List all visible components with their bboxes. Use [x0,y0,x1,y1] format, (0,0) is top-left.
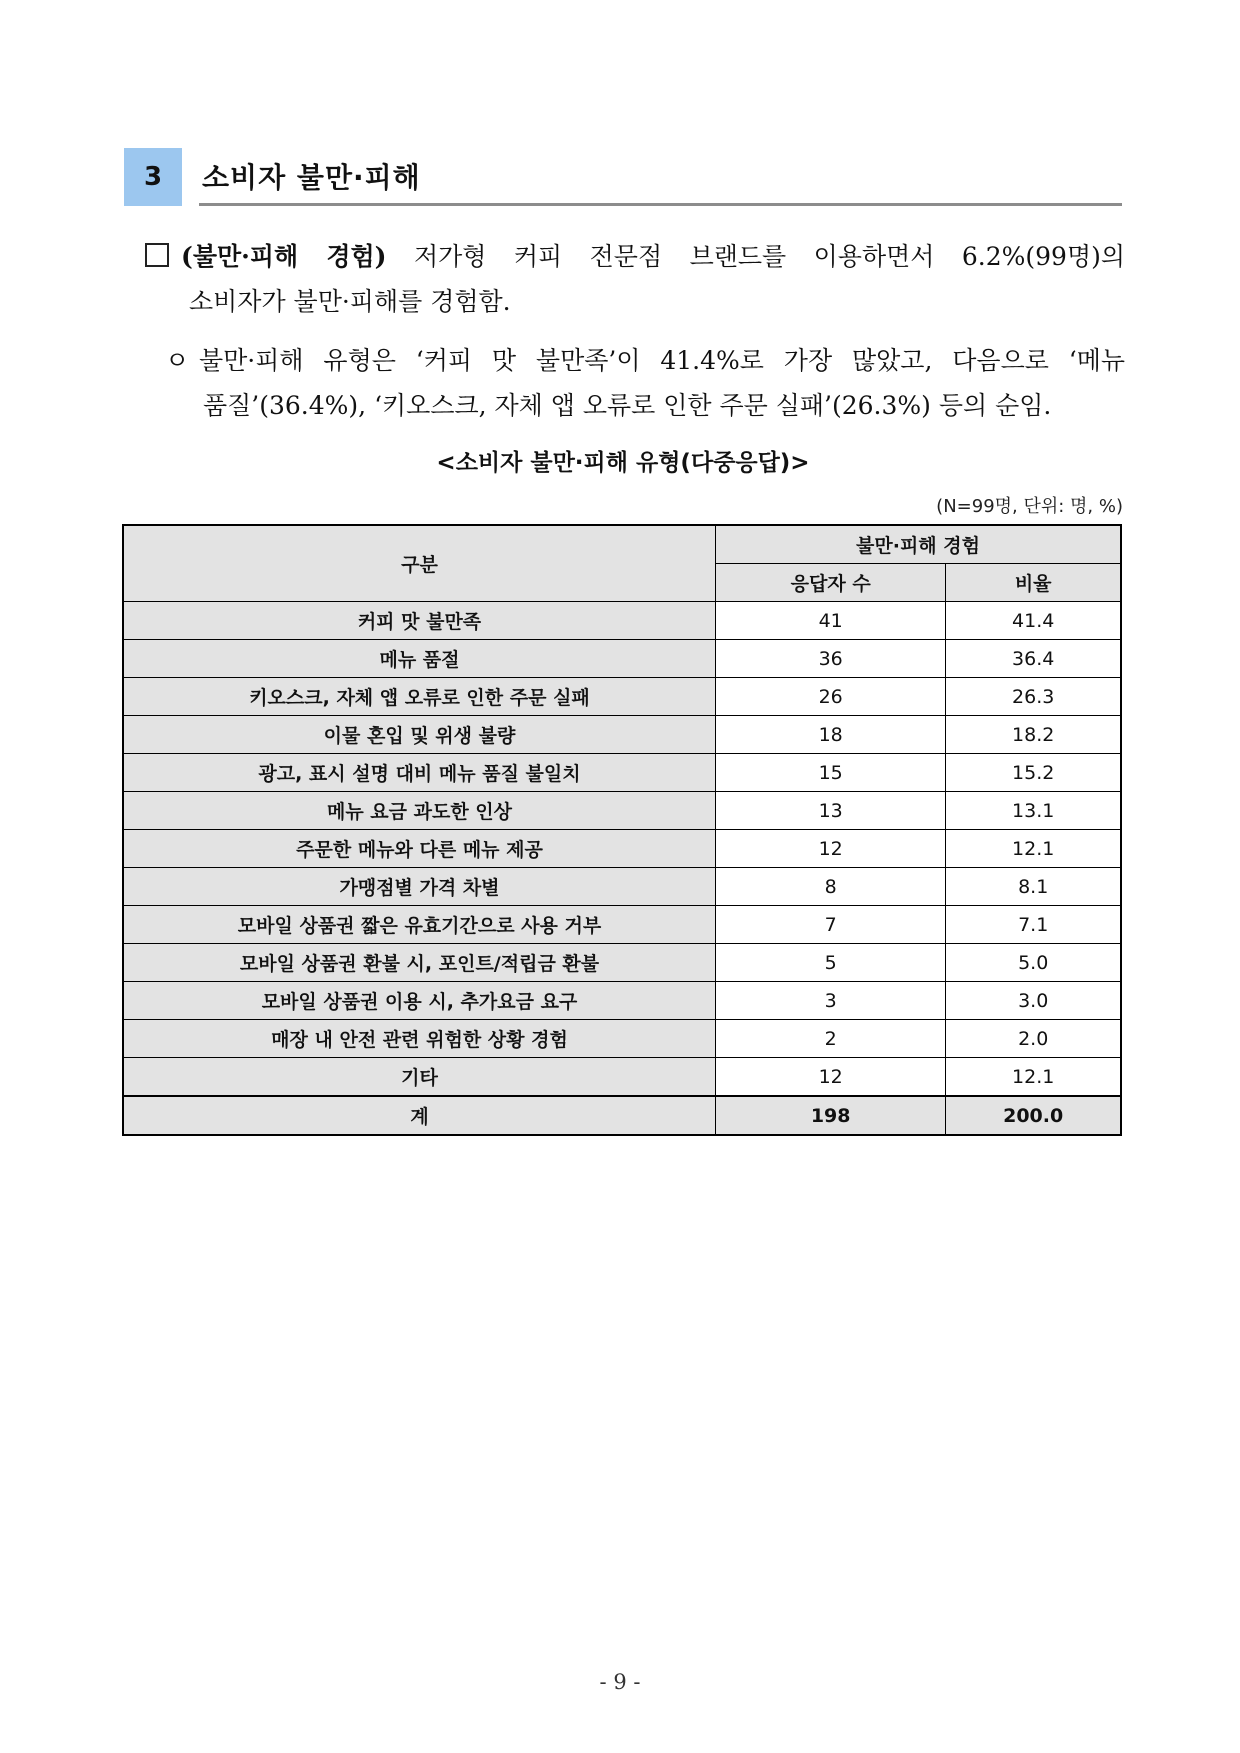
section-number-badge: 3 [124,148,182,206]
row-ratio: 12.1 [946,1058,1121,1097]
row-count: 12 [716,1058,946,1097]
total-count: 198 [716,1096,946,1135]
paragraph-types [165,338,1125,428]
paragraph-experience [145,234,1125,324]
table-body [123,602,1121,1136]
table-row [123,716,1121,754]
row-ratio: 36.4 [946,640,1121,678]
row-ratio: 3.0 [946,982,1121,1020]
section-title: 소비자 불만·피해 [202,161,421,194]
table-row [123,944,1121,982]
row-category: 커피 맛 불만족 [123,602,716,640]
row-count: 18 [716,716,946,754]
header-group: 불만·피해 경험 [716,525,1122,564]
row-count: 8 [716,868,946,906]
row-category: 모바일 상품권 환불 시, 포인트/적립금 환불 [123,944,716,982]
paragraph-lead: (불만·피해 경험) [181,242,387,271]
table-row [123,982,1121,1020]
header-count: 응답자 수 [716,564,946,602]
row-category: 주문한 메뉴와 다른 메뉴 제공 [123,830,716,868]
row-category: 광고, 표시 설명 대비 메뉴 품질 불일치 [123,754,716,792]
row-count: 41 [716,602,946,640]
row-ratio: 5.0 [946,944,1121,982]
header-category: 구분 [123,525,716,602]
row-category: 모바일 상품권 이용 시, 추가요금 요구 [123,982,716,1020]
row-count: 5 [716,944,946,982]
row-ratio: 7.1 [946,906,1121,944]
row-ratio: 18.2 [946,716,1121,754]
row-category: 모바일 상품권 짧은 유효기간으로 사용 거부 [123,906,716,944]
paragraph-text: 불만·피해 유형은 ‘커피 맛 불만족’이 41.4%로 가장 많았고, 다음으로 ‘메뉴 [199,346,1125,375]
table-row [123,868,1121,906]
table-row [123,830,1121,868]
total-label: 계 [123,1096,716,1135]
row-ratio: 26.3 [946,678,1121,716]
row-category: 메뉴 요금 과도한 인상 [123,792,716,830]
paragraph-text: 저가형 커피 전문점 브랜드를 이용하면서 6.2%(99명)의 [386,242,1125,271]
table-total-row [123,1096,1121,1135]
row-count: 12 [716,830,946,868]
paragraph-line [145,234,1125,279]
row-count: 7 [716,906,946,944]
table-unit-note: (N=99명, 단위: 명, %) [936,496,1123,517]
row-category: 가맹점별 가격 차별 [123,868,716,906]
table-row [123,1020,1121,1058]
page-number: - 9 - [599,1670,641,1694]
square-bullet-icon [145,243,169,267]
table-caption: <소비자 불만·피해 유형(다중응답)> [436,450,810,476]
row-category: 키오스크, 자체 앱 오류로 인한 주문 실패 [123,678,716,716]
row-ratio: 15.2 [946,754,1121,792]
complaint-types-table [122,524,1122,1136]
table-row [123,640,1121,678]
row-category: 기타 [123,1058,716,1097]
section-header [124,148,1122,206]
table-row [123,1058,1121,1097]
table-row [123,602,1121,640]
row-category: 메뉴 품절 [123,640,716,678]
table-row [123,906,1121,944]
row-count: 15 [716,754,946,792]
table-row [123,678,1121,716]
row-ratio: 12.1 [946,830,1121,868]
row-count: 13 [716,792,946,830]
table-row [123,792,1121,830]
paragraph-line [165,338,1125,383]
row-count: 3 [716,982,946,1020]
row-category: 매장 내 안전 관련 위험한 상황 경험 [123,1020,716,1058]
section-divider [199,203,1122,206]
row-category: 이물 혼입 및 위생 불량 [123,716,716,754]
header-ratio: 비율 [946,564,1121,602]
paragraph-text: 품질’(36.4%), ‘키오스크, 자체 앱 오류로 인한 주문 실패’(26.3%) 등의 순임. [203,391,1052,420]
total-ratio: 200.0 [946,1096,1121,1135]
row-ratio: 13.1 [946,792,1121,830]
table-row [123,754,1121,792]
row-ratio: 2.0 [946,1020,1121,1058]
circle-bullet-icon: ㅇ [165,346,190,375]
row-count: 2 [716,1020,946,1058]
row-ratio: 41.4 [946,602,1121,640]
row-count: 26 [716,678,946,716]
paragraph-text: 소비자가 불만·피해를 경험함. [189,287,511,316]
row-count: 36 [716,640,946,678]
row-ratio: 8.1 [946,868,1121,906]
